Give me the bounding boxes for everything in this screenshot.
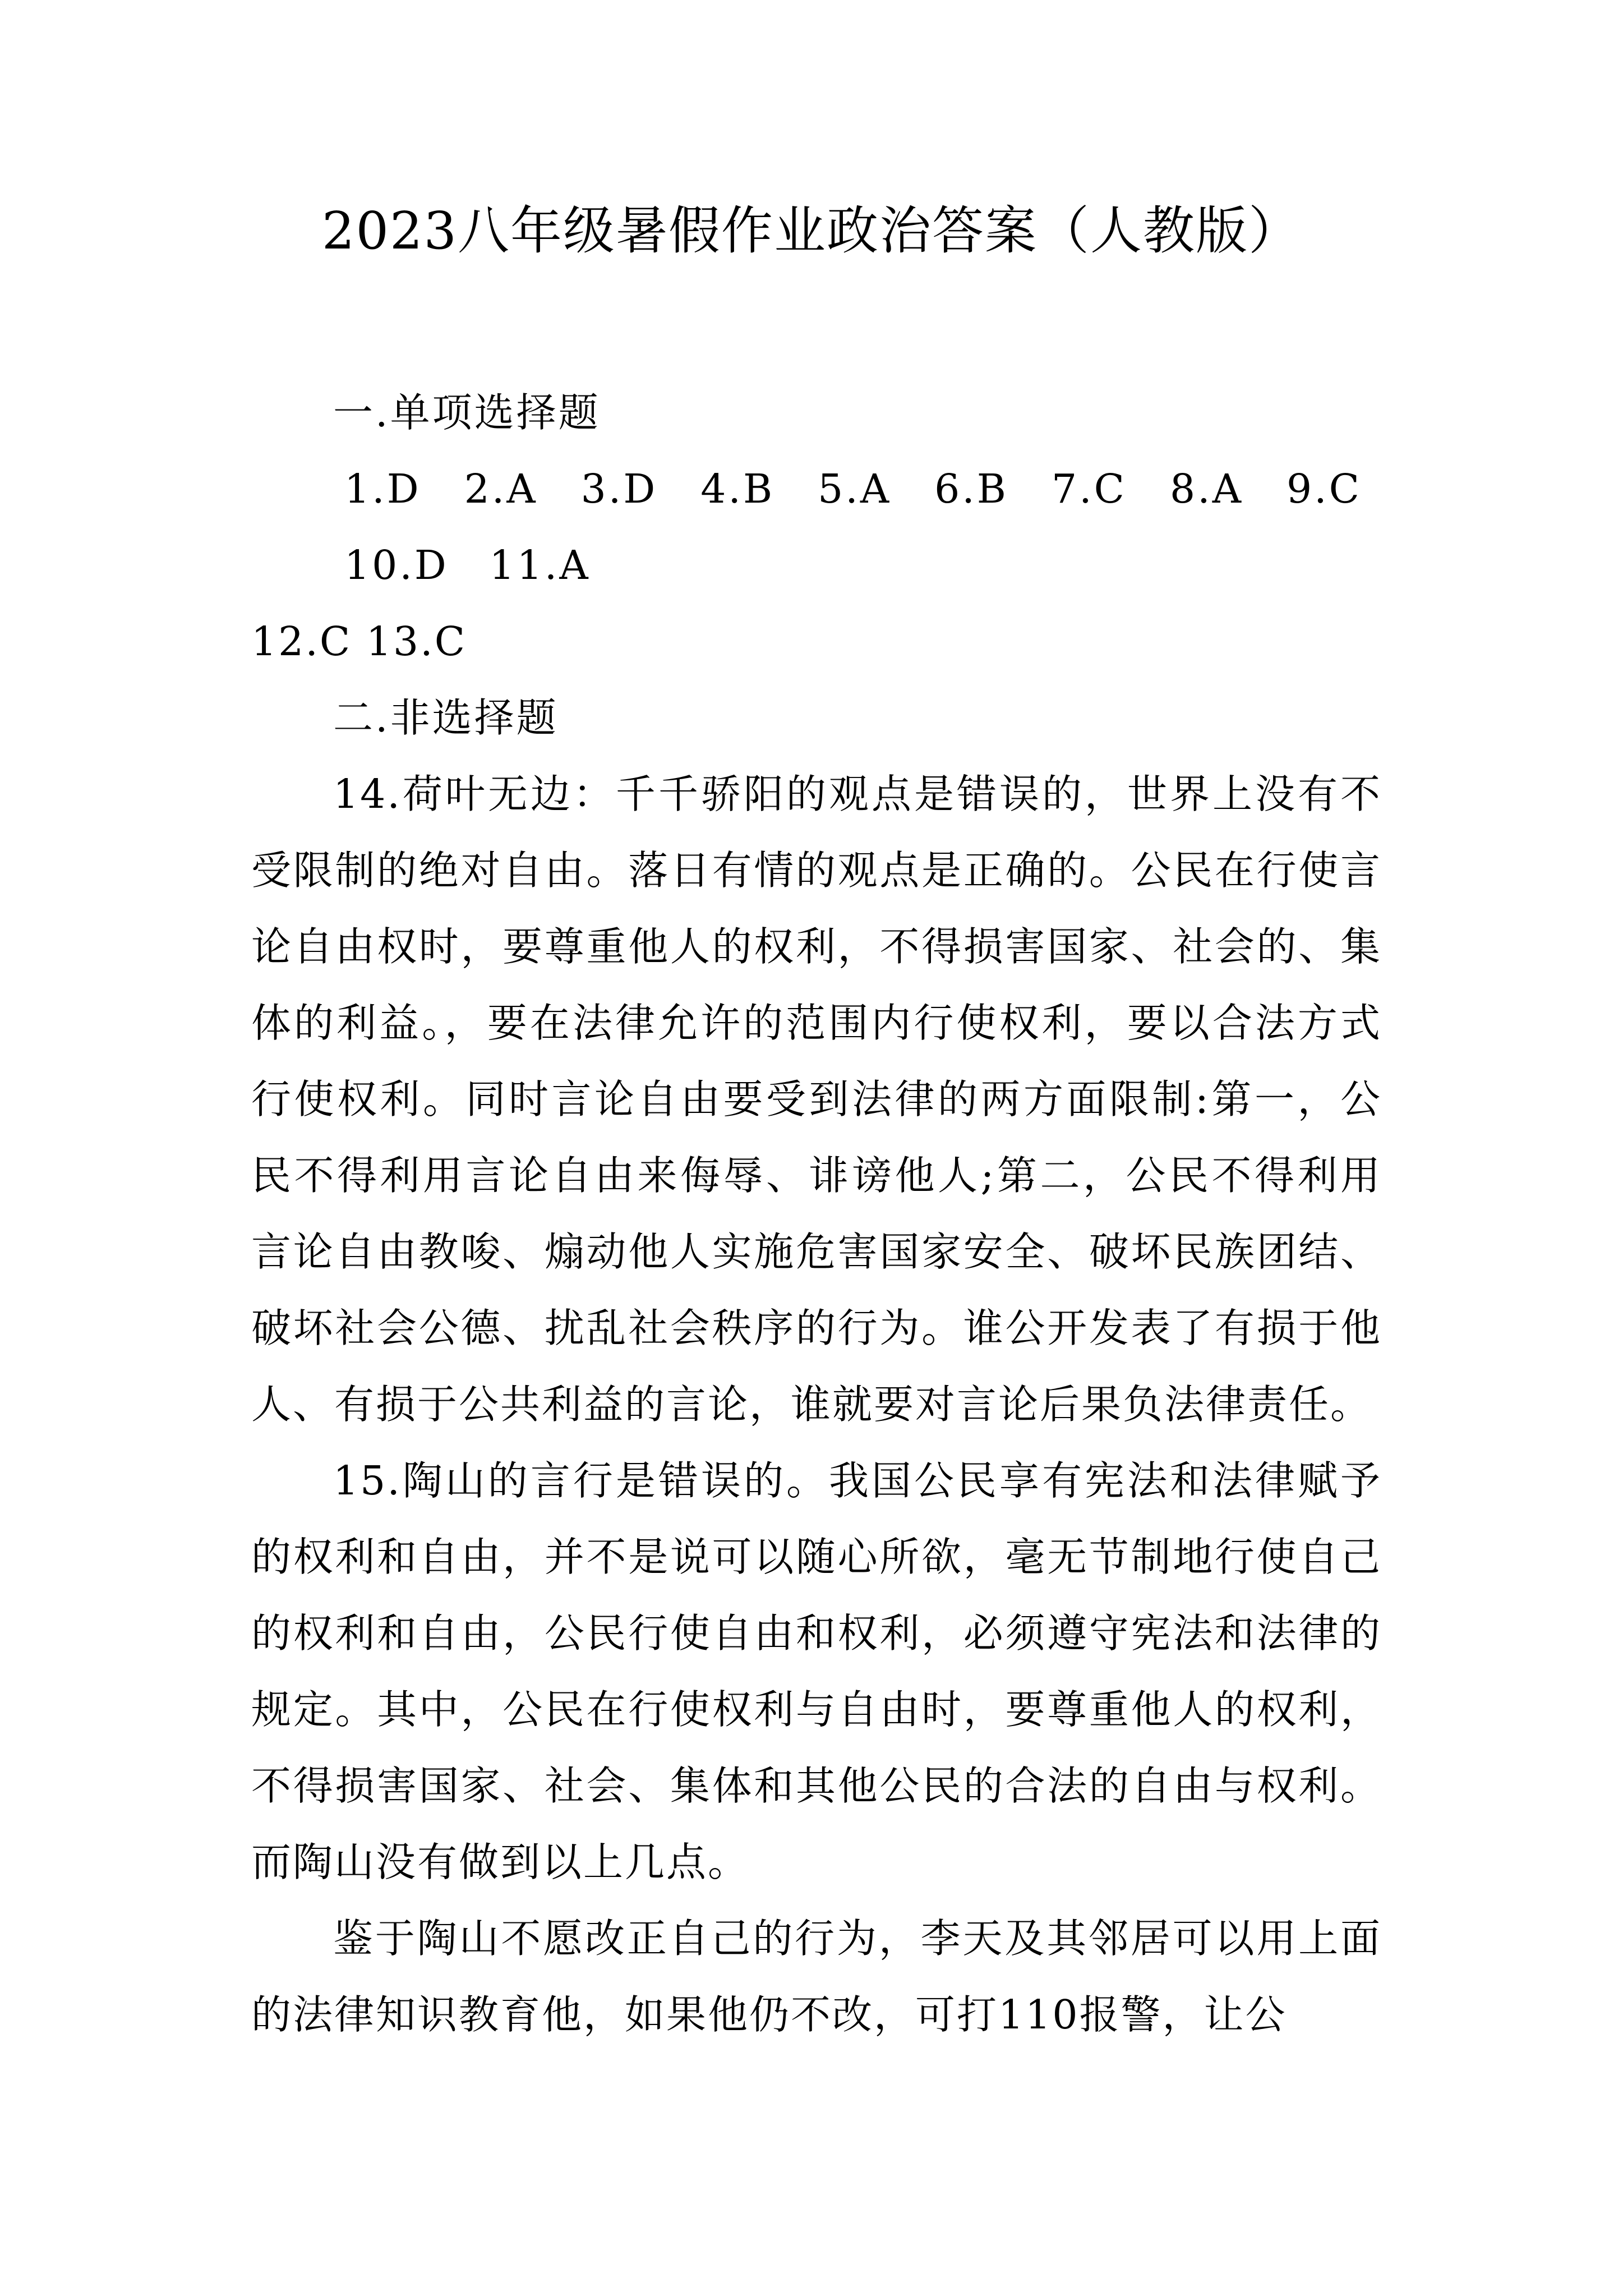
answer-item: 8.A (1169, 466, 1243, 512)
section-two-heading: 二.非选择题 (333, 694, 559, 741)
answer-item: 13.C (366, 618, 467, 665)
answer-item: 7.C (1051, 466, 1127, 512)
answer-item: 9.C (1286, 466, 1362, 512)
answer-item: 12.C (251, 618, 352, 665)
answer-item: 3.D (580, 466, 658, 512)
document-title: 2023八年级暑假作业政治答案（人教版） (321, 201, 1302, 261)
answer-item: 5.A (818, 466, 892, 512)
answer-item: 1.D (344, 466, 421, 512)
answers-line-1 (251, 451, 1382, 604)
answer-item: 2.A (464, 466, 538, 512)
document-body (251, 375, 1382, 2053)
answer-item: 10.D (344, 542, 449, 588)
answer-item: 11.A (489, 542, 591, 588)
section-one-heading: 一.单项选择题 (333, 389, 601, 436)
question-14-answer: 14.荷叶无边：千千骄阳的观点是错误的，世界上没有不受限制的绝对自由。落日有情的观点是正确的。公民在行使言论自由权时，要尊重他人的权利，不得损害国家、社会的、集体的利益。，要在法律允许的范围内行使权利，要以合法方式行使权利。同时言论自由要受到法律的两方面限制:第一，公民不得利用言论自由来侮辱、诽谤他人;第二，公民不得利用言论自由教唆、煽动他人实施危害国家安全、破坏民族团结、破坏社会公德、扰乱社会秩序的行为。谁公开发表了有损于他人、有损于公共利益的言论，谁就要对言论后果负法律责任。 (251, 771, 1382, 1428)
answers-line-2 (251, 604, 1382, 680)
answer-item: 4.B (700, 466, 775, 512)
question-15-answer: 15.陶山的言行是错误的。我国公民享有宪法和法律赋予的权利和自由，并不是说可以随心所欲，毫无节制地行使自己的权利和自由，公民行使自由和权利，必须遵守宪法和法律的规定。其中，公民在行使权利与自由时，要尊重他人的权利，不得损害国家、社会、集体和其他公民的合法的自由与权利。而陶山没有做到以上几点。 (251, 1457, 1382, 1885)
question-15-continuation: 鉴于陶山不愿改正自己的行为，李天及其邻居可以用上面的法律知识教育他，如果他仍不改，可打110报警，让公 (251, 1915, 1382, 2038)
answer-item: 6.B (934, 466, 1008, 512)
